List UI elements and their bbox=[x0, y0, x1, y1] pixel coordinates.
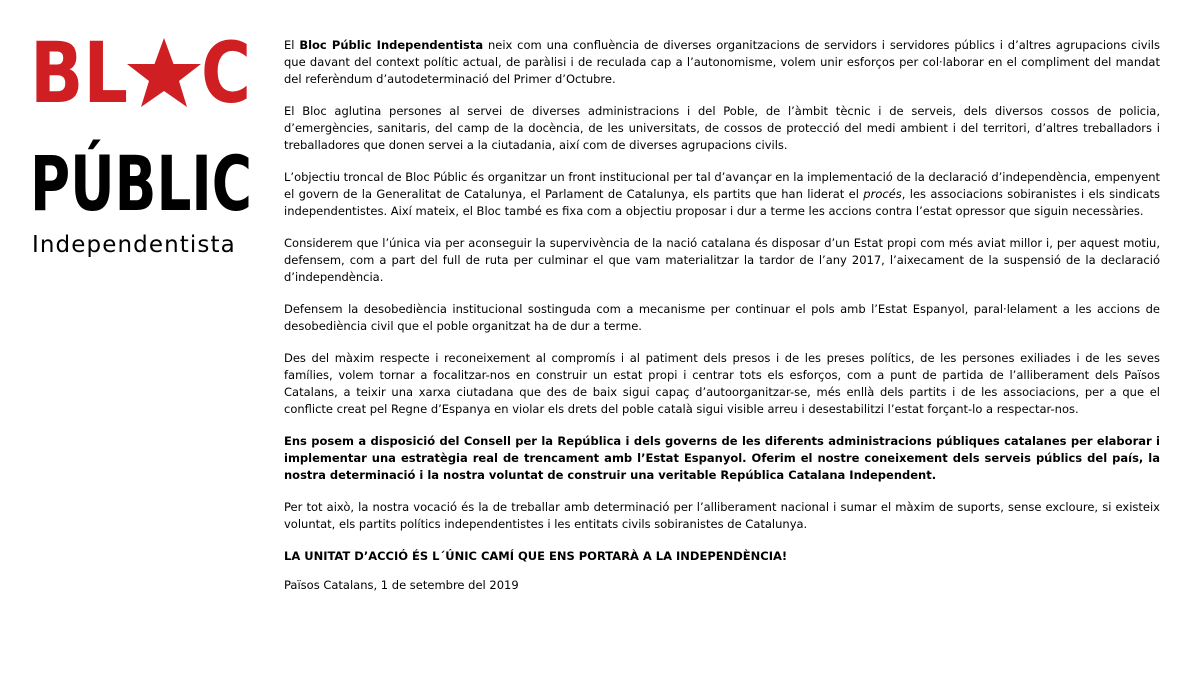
intro-rest: neix com una confluència de diverses organitzacions de servidors i servidores públics i d’altres agrupacions civils que davant del context polític actual, de paràlisi i de reculada cap a l’autonomisme, volem unir esforços per col·laborar en el compliment del mandat del referèndum d’autodeterminació del Primer d’Octubre. bbox=[284, 38, 1160, 86]
logo-line1-right: C bbox=[201, 24, 251, 122]
logo-subtitle: Independentista bbox=[32, 232, 236, 258]
logo-line1-left: BL bbox=[30, 24, 128, 122]
objective-after: , les associacions sobiranistes i els sindicats independentistes. Així mateix, el Bloc també es fixa com a objectiu proposar i dur a terme les accions contra l’estat opressor que siguin necessàries. bbox=[284, 187, 1160, 218]
star-icon bbox=[127, 38, 201, 107]
organization-name: Bloc Públic Independentista bbox=[299, 38, 484, 52]
paragraph-intro bbox=[284, 37, 1160, 88]
manifesto-text bbox=[284, 37, 1160, 594]
paragraph-prisoners: Des del màxim respecte i reconeixement al compromís i al patiment dels presos i de les preses polítics, de les persones exiliades i de les seves famílies, volem tornar a focalitzar-nos en construir un estat propi i centrar tots els esforços, com a punt de partida de l’alliberament dels Països Catalans, a teixir una xarxa ciutadana que des de baix sigui capaç d’autoorganitzar-se, més enllà dels partits i de les associacions, per a que el conflicte creat pel Regne d’Espanya en violar els drets del poble català sigui visible arreu i desestabilitzi l’estat forçant-lo a respectar-nos. bbox=[284, 351, 1160, 416]
objective-before: L’objectiu troncal de Bloc Públic és organitzar un front institucional per tal d’avançar en la implementació de la declaració d’independència, empenyent el govern de la Generalitat de Catalunya, el Parlament de Catalunya, els partits que han liderat el bbox=[284, 170, 1160, 201]
paragraph-state: Considerem que l’única via per aconseguir la supervivència de la nació catalana és disposar d’un Estat propi com més aviat millor i, per aquest motiu, defensem, com a part del full de ruta per culminar el que vam materialitzar la tardor de l’any 2017, l’aixecament de la suspensió de la declaració d’independència. bbox=[284, 236, 1160, 284]
paragraph-disobedience: Defensem la desobediència institucional sostinguda com a mecanisme per continuar el pols amb l’Estat Espanyol, paral·lelament a les accions de desobediència civil que el poble organitzat ha de dur a terme. bbox=[284, 302, 1160, 333]
intro-prefix: El bbox=[284, 38, 300, 52]
paragraph-commitment: Ens posem a disposició del Consell per la República i dels governs de les diferents administracions públiques catalanes per elaborar i implementar una estratègia real de trencament amb l’Estat Espanyol. Oferim el nostre coneixement dels serveis públics del país, la nostra determinació i la nostra voluntat de construir una veritable República Catalana Independent. bbox=[284, 434, 1160, 482]
objective-italic: procés bbox=[863, 187, 902, 201]
closing-slogan: LA UNITAT D’ACCIÓ ÉS L´ÚNIC CAMÍ QUE ENS PORTARÀ A LA INDEPENDÈNCIA! bbox=[284, 549, 788, 563]
paragraph-vocation: Per tot això, la nostra vocació és la de treballar amb determinació per l’alliberament nacional i sumar el màxim de suports, sense excloure, si existeix voluntat, els partits polítics independentistes i les entitats civils sobiranistes de Catalunya. bbox=[284, 500, 1160, 531]
paragraph-objective bbox=[284, 169, 1160, 220]
logo-line2: PÚBLIC bbox=[30, 139, 338, 228]
signoff-date: Països Catalans, 1 de setembre del 2019 bbox=[284, 578, 519, 592]
paragraph-members: El Bloc aglutina persones al servei de diverses administracions i del Poble, de l’àmbit tècnic i de serveis, dels diversos cossos de policia, d’emergències, sanitaris, del camp de la docència, de les universitats, de cossos de protecció del medi ambient i del territori, d’altres treballadors i treballadores que donen servei a la ciutadania, així com de diverses agrupacions civils. bbox=[284, 104, 1160, 152]
